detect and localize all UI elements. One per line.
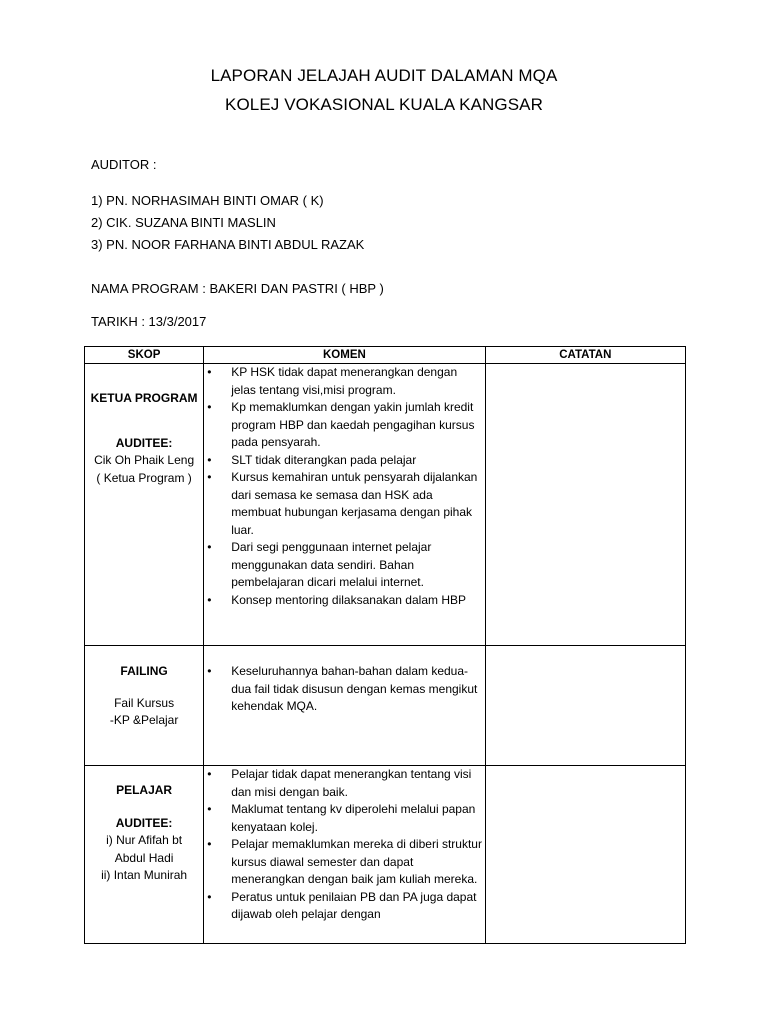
auditee-label: AUDITEE: [115, 815, 173, 830]
report-date: TARIKH : 13/3/2017 [91, 314, 207, 329]
catatan-cell [485, 766, 685, 944]
auditee-name: Cik Oh Phaik Leng [94, 453, 195, 467]
komen-cell [204, 766, 485, 944]
comment-item: • Kp memaklumkan dengan yakin jumlah kredit program HBP dan kaedah pengagihan kursus pada pensyarah. [231, 399, 484, 452]
auditor-member-3: 3) PN. NOOR FARHANA BINTI ABDUL RAZAK [91, 237, 365, 252]
table-row [85, 364, 686, 646]
table-row [85, 646, 686, 766]
komen-cell [204, 646, 485, 766]
skop-cell [85, 646, 204, 766]
auditor-member-2: 2) CIK. SUZANA BINTI MASLIN [91, 215, 276, 230]
auditor-label: AUDITOR : [91, 157, 157, 172]
comment-item: • Maklumat tentang kv diperolehi melalui papan kenyataan kolej. [231, 801, 484, 836]
skop-cell [85, 766, 204, 944]
komen-cell [204, 364, 485, 646]
header-komen: KOMEN [204, 347, 485, 364]
header-catatan: CATATAN [485, 347, 685, 364]
catatan-cell [485, 646, 685, 766]
college-title: KOLEJ VOKASIONAL KUALA KANGSAR [225, 95, 543, 114]
auditee-label: AUDITEE: [115, 435, 173, 450]
comment-item: • Keseluruhannya bahan-bahan dalam kedua-dua fail tidak disusun dengan kemas mengikut kehendak MQA. [231, 663, 484, 716]
auditor-member-1: 1) PN. NORHASIMAH BINTI OMAR ( K) [91, 193, 324, 208]
skop-title: PELAJAR [116, 783, 173, 797]
report-title: LAPORAN JELAJAH AUDIT DALAMAN MQA [210, 66, 558, 85]
comment-item: • Pelajar memaklumkan mereka di diberi struktur kursus diawal semester dan dapat menerangkan dengan baik jam kuliah mereka. [231, 836, 484, 889]
skop-subtitle: Fail Kursus [114, 695, 175, 710]
table-header-row [85, 347, 686, 364]
skop-title: FAILING [120, 664, 168, 678]
auditee-name: Abdul Hadi [114, 850, 174, 865]
auditee-name: i) Nur Afifah bt [106, 833, 183, 847]
comment-item: • Dari segi penggunaan internet pelajar menggunakan data sendiri. Bahan pembelajaran dicari melalui internet. [231, 539, 484, 592]
program-name: NAMA PROGRAM : BAKERI DAN PASTRI ( HBP ) [91, 281, 384, 296]
skop-title: KETUA PROGRAM [90, 391, 198, 405]
skop-subtitle: -KP &Pelajar [109, 713, 179, 727]
comment-item: • Peratus untuk penilaian PB dan PA juga dapat dijawab oleh pelajar dengan [231, 889, 484, 924]
comment-item: • Pelajar tidak dapat menerangkan tentang visi dan misi dengan baik. [231, 766, 484, 801]
header-skop: SKOP [85, 347, 204, 364]
comment-item: • Konsep mentoring dilaksanakan dalam HBP [231, 592, 484, 610]
comment-item: • SLT tidak diterangkan pada pelajar [231, 452, 484, 470]
comment-item: • Kursus kemahiran untuk pensyarah dijalankan dari semasa ke semasa dan HSK ada membuat hubungan kerjasama dengan pihak luar. [231, 469, 484, 539]
skop-cell [85, 364, 204, 646]
catatan-cell [485, 364, 685, 646]
comment-item: • KP HSK tidak dapat menerangkan dengan jelas tentang visi,misi program. [231, 364, 484, 399]
audit-table [84, 346, 686, 944]
auditee-role: ( Ketua Program ) [96, 470, 192, 485]
auditee-name: ii) Intan Munirah [101, 868, 188, 882]
table-row [85, 766, 686, 944]
